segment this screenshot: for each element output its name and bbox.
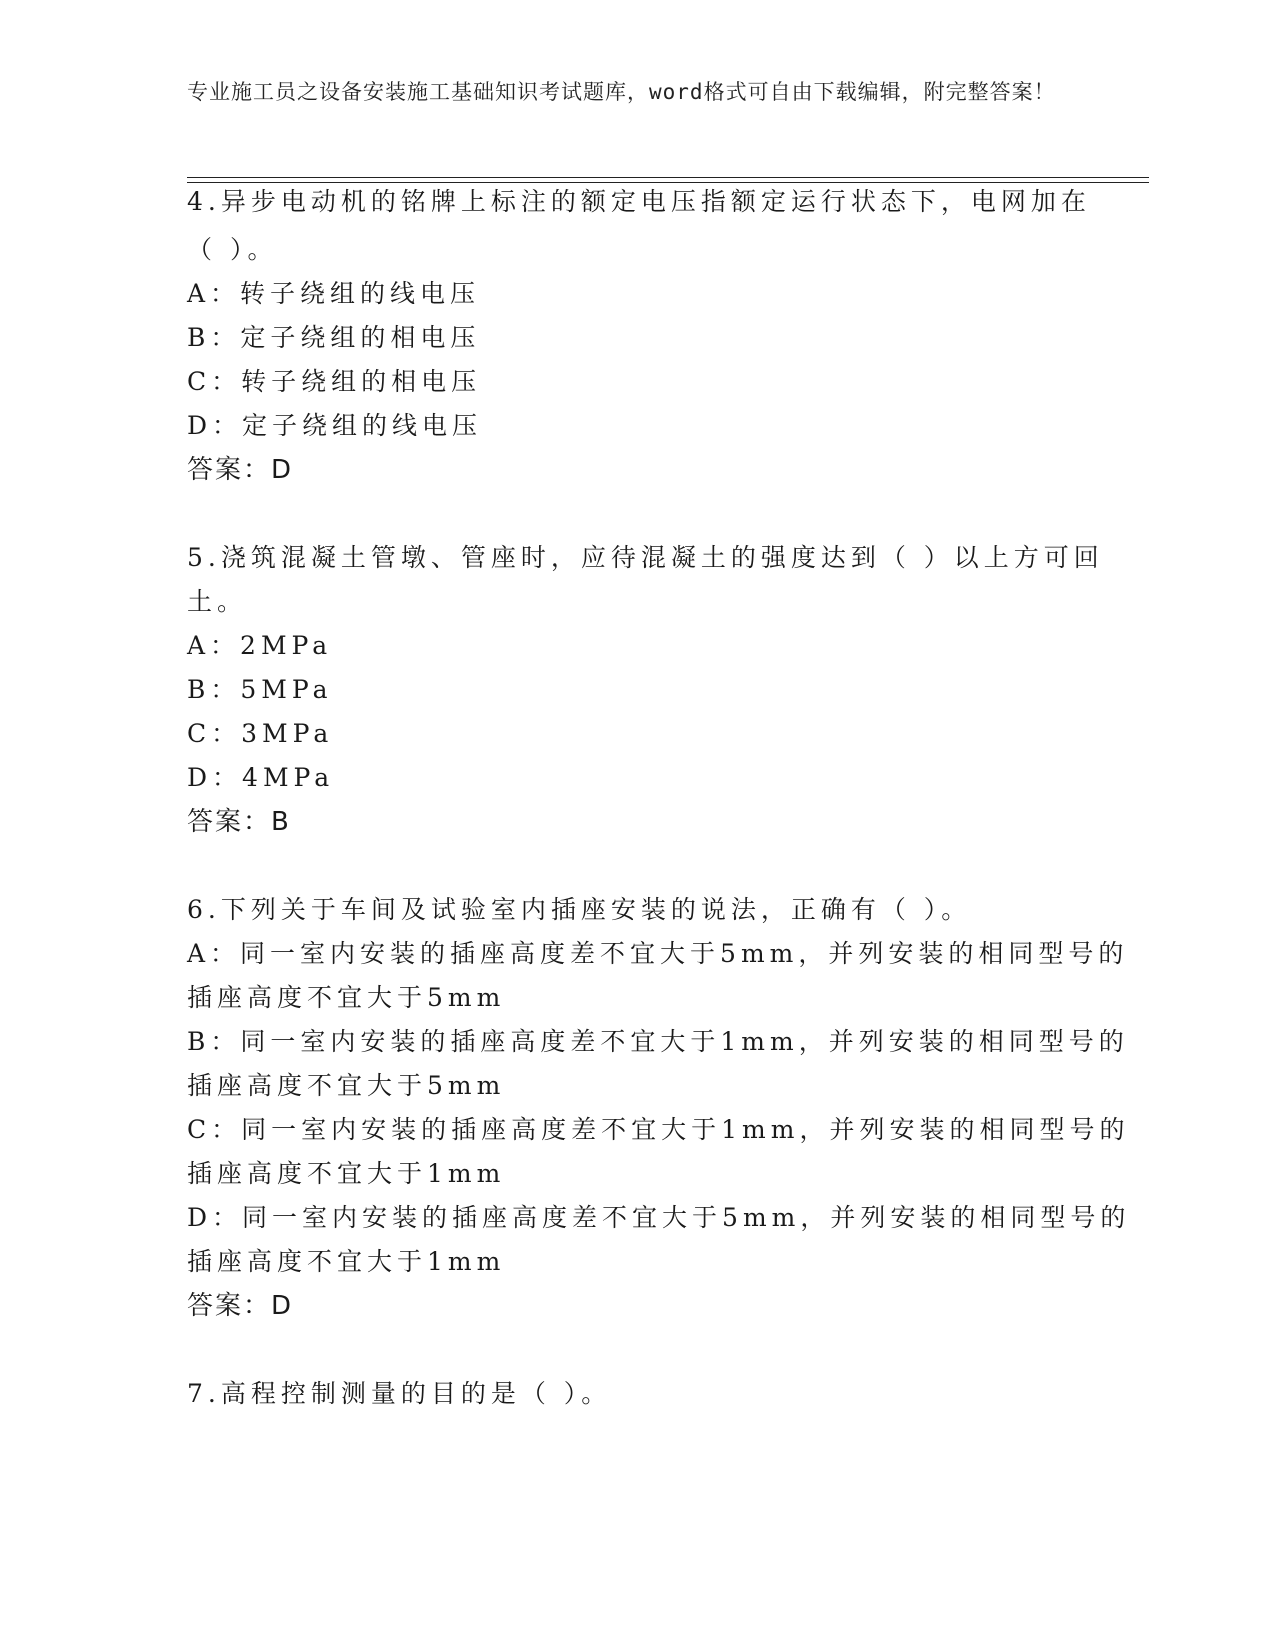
question-6-option-c: C：同一室内安装的插座高度差不宜大于1mm，并列安装的相同型号的 xyxy=(187,1115,1130,1144)
question-4-option-a: A：转子绕组的线电压 xyxy=(187,279,481,308)
question-6-option-b-cont: 插座高度不宜大于5mm xyxy=(187,1071,506,1100)
question-5-stem-cont: 土。 xyxy=(187,587,248,616)
question-6-option-a-cont: 插座高度不宜大于5mm xyxy=(187,983,506,1012)
question-4-stem: 4.异步电动机的铭牌上标注的额定电压指额定运行状态下，电网加在 xyxy=(187,187,1091,216)
header-divider-top xyxy=(187,177,1149,178)
document-header: 专业施工员之设备安装施工基础知识考试题库，word格式可自由下载编辑，附完整答案！ xyxy=(187,80,1056,104)
question-6-option-d-cont: 插座高度不宜大于1mm xyxy=(187,1247,506,1276)
question-5-option-c: C：3MPa xyxy=(187,719,334,748)
question-5-option-d: D：4MPa xyxy=(187,763,335,792)
question-7-stem: 7.高程控制测量的目的是（ ）。 xyxy=(187,1379,612,1408)
question-5-option-a: A：2MPa xyxy=(187,631,333,660)
question-5-answer: 答案：B xyxy=(187,807,291,837)
question-4-option-b: B：定子绕组的相电压 xyxy=(187,323,481,352)
question-6-option-c-cont: 插座高度不宜大于1mm xyxy=(187,1159,506,1188)
question-4-option-d: D：定子绕组的线电压 xyxy=(187,411,483,440)
question-6-stem: 6.下列关于车间及试验室内插座安装的说法，正确有（ ）。 xyxy=(187,895,972,924)
question-6-option-b: B：同一室内安装的插座高度差不宜大于1mm，并列安装的相同型号的 xyxy=(187,1027,1129,1056)
question-5-stem: 5.浇筑混凝土管墩、管座时，应待混凝土的强度达到（ ）以上方可回 xyxy=(187,543,1104,572)
question-5-option-b: B：5MPa xyxy=(187,675,333,704)
question-4-stem-cont: （ ）。 xyxy=(187,235,278,264)
question-4-answer: 答案：D xyxy=(187,455,294,485)
question-6-option-d: D：同一室内安装的插座高度差不宜大于5mm，并列安装的相同型号的 xyxy=(187,1203,1131,1232)
header-divider-bottom xyxy=(187,182,1149,183)
question-6-answer: 答案：D xyxy=(187,1291,294,1321)
question-6-option-a: A：同一室内安装的插座高度差不宜大于5mm，并列安装的相同型号的 xyxy=(187,939,1129,968)
question-4-option-c: C：转子绕组的相电压 xyxy=(187,367,482,396)
